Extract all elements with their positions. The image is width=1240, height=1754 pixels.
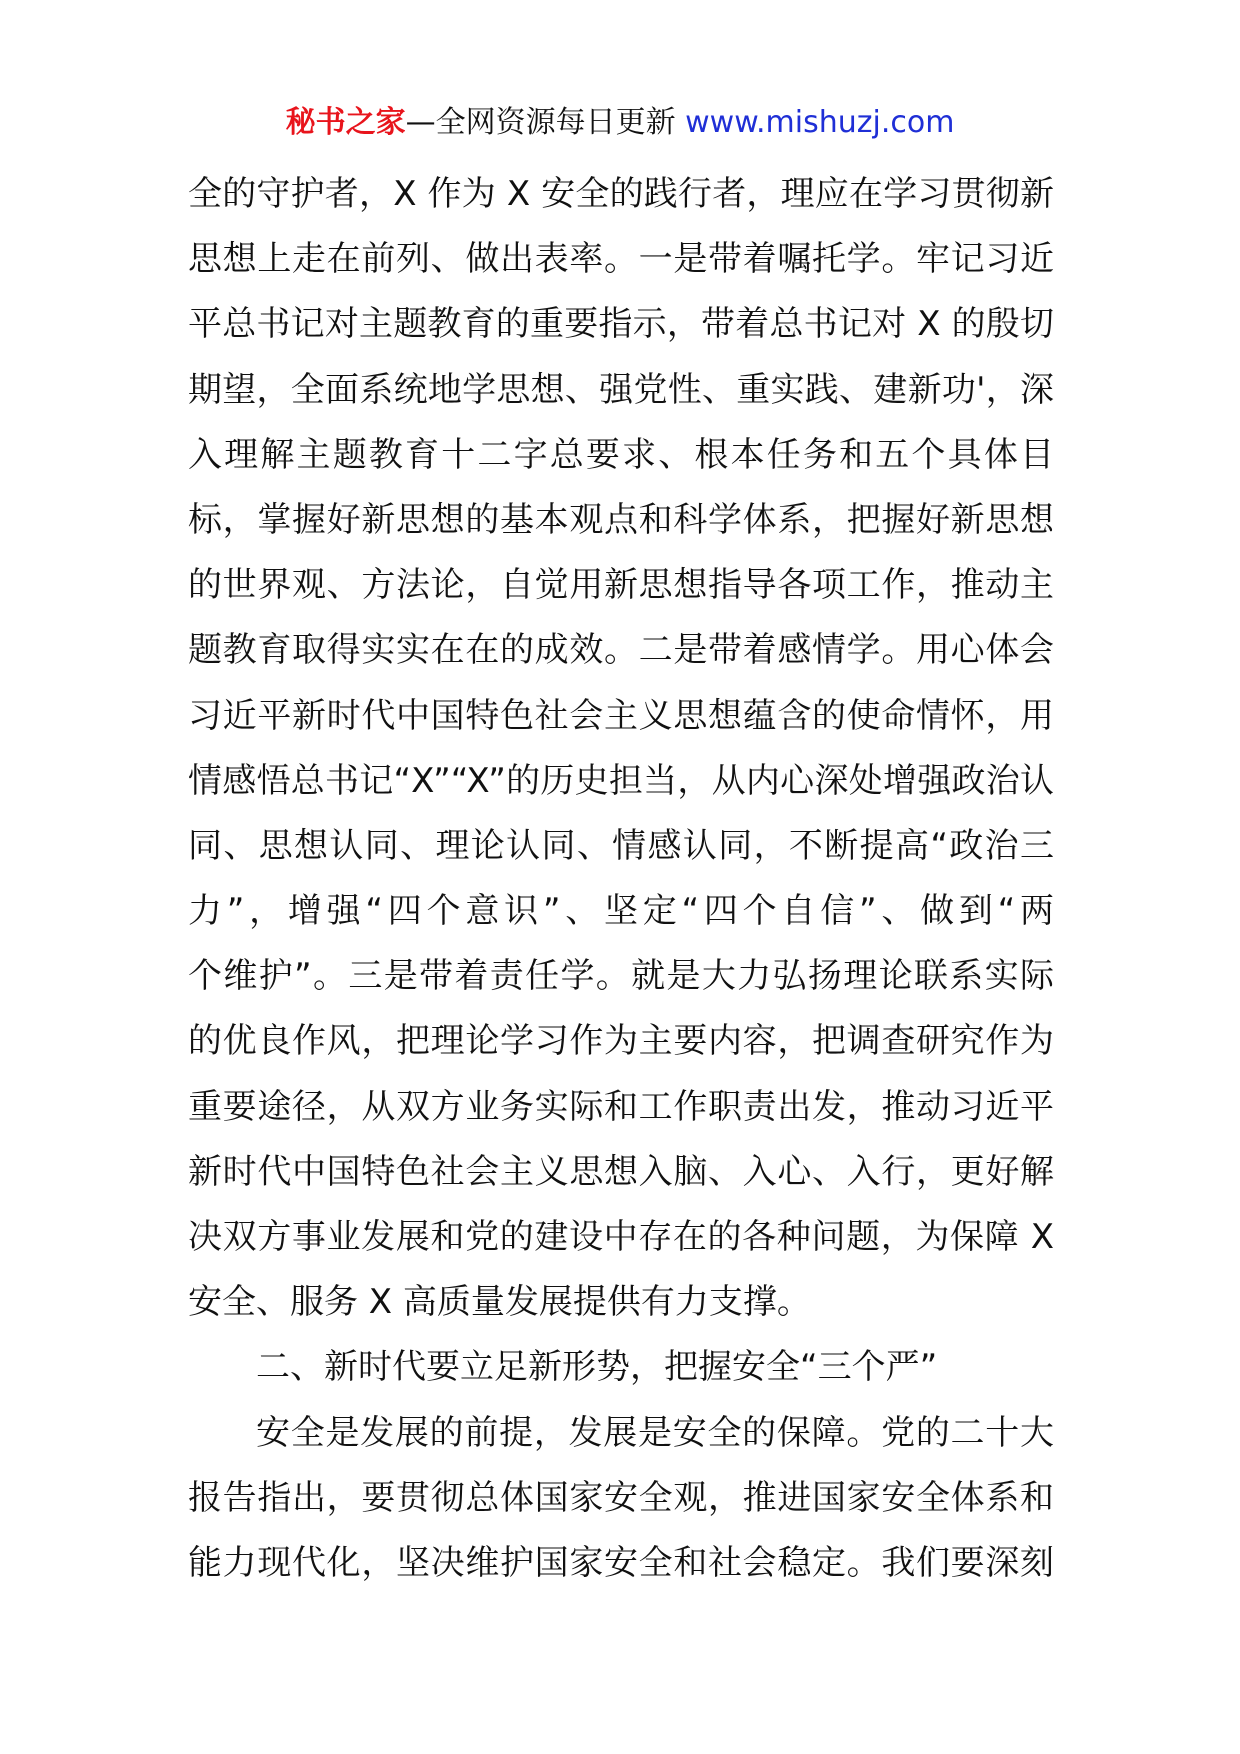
- text-line: 决双方事业发展和党的建设中存在的各种问题，为保障 X: [188, 1217, 1054, 1257]
- site-url[interactable]: www.mishuzj.com: [685, 105, 955, 140]
- text-line: 全的守护者，X 作为 X 安全的践行者，理应在学习贯彻新: [188, 174, 1054, 214]
- text-line: 能力现代化，坚决维护国家安全和社会稳定。我们要深刻: [188, 1542, 1054, 1583]
- text-line: 期望，全面系统地学思想、强党性、重实践、建新功'，深: [188, 369, 1054, 410]
- text-line: 报告指出，要贯彻总体国家安全观，推进国家安全体系和: [188, 1477, 1054, 1518]
- site-header: [0, 98, 1240, 148]
- text-line: 的世界观、方法论，自觉用新思想指导各项工作，推动主: [188, 565, 1054, 606]
- text-line: 情感悟总书记“X”“X”的历史担当，从内心深处增强政治认: [188, 760, 1054, 801]
- brand-name: 秘书之家: [285, 105, 406, 140]
- text-line: 标，掌握好新思想的基本观点和科学体系，把握好新思想: [188, 499, 1054, 540]
- text-line: 入理解主题教育十二字总要求、根本任务和五个具体目: [188, 434, 1054, 475]
- text-line: 力”，增强“四个意识”、坚定“四个自信”、做到“两: [188, 891, 1054, 932]
- text-line: 安全是发展的前提，发展是安全的保障。党的二十大: [256, 1412, 1054, 1453]
- document-body: [188, 162, 1054, 1596]
- text-line: 重要途径，从双方业务实际和工作职责出发，推动习近平: [188, 1086, 1054, 1127]
- text-line: 习近平新时代中国特色社会主义思想蕴含的使命情怀，用: [188, 695, 1054, 736]
- text-line: 思想上走在前列、做出表率。一是带着嘱托学。牢记习近: [188, 239, 1054, 280]
- text-line: 安全、服务 X 高质量发展提供有力支撑。: [188, 1282, 811, 1323]
- text-line: 同、思想认同、理论认同、情感认同，不断提高“政治三: [188, 825, 1054, 866]
- text-line: 题教育取得实实在在的成效。二是带着感情学。用心体会: [188, 630, 1054, 671]
- text-line: 平总书记对主题教育的重要指示，带着总书记对 X 的殷切: [188, 304, 1054, 345]
- header-tagline: —全网资源每日更新: [405, 105, 686, 140]
- text-line: 的优良作风，把理论学习作为主要内容，把调查研究作为: [188, 1021, 1054, 1062]
- text-line: 新时代中国特色社会主义思想入脑、入心、入行，更好解: [188, 1151, 1054, 1192]
- text-line: 个维护”。三是带着责任学。就是大力弘扬理论联系实际: [188, 956, 1054, 997]
- section-heading: 二、新时代要立足新形势，把握安全“三个严”: [256, 1347, 938, 1388]
